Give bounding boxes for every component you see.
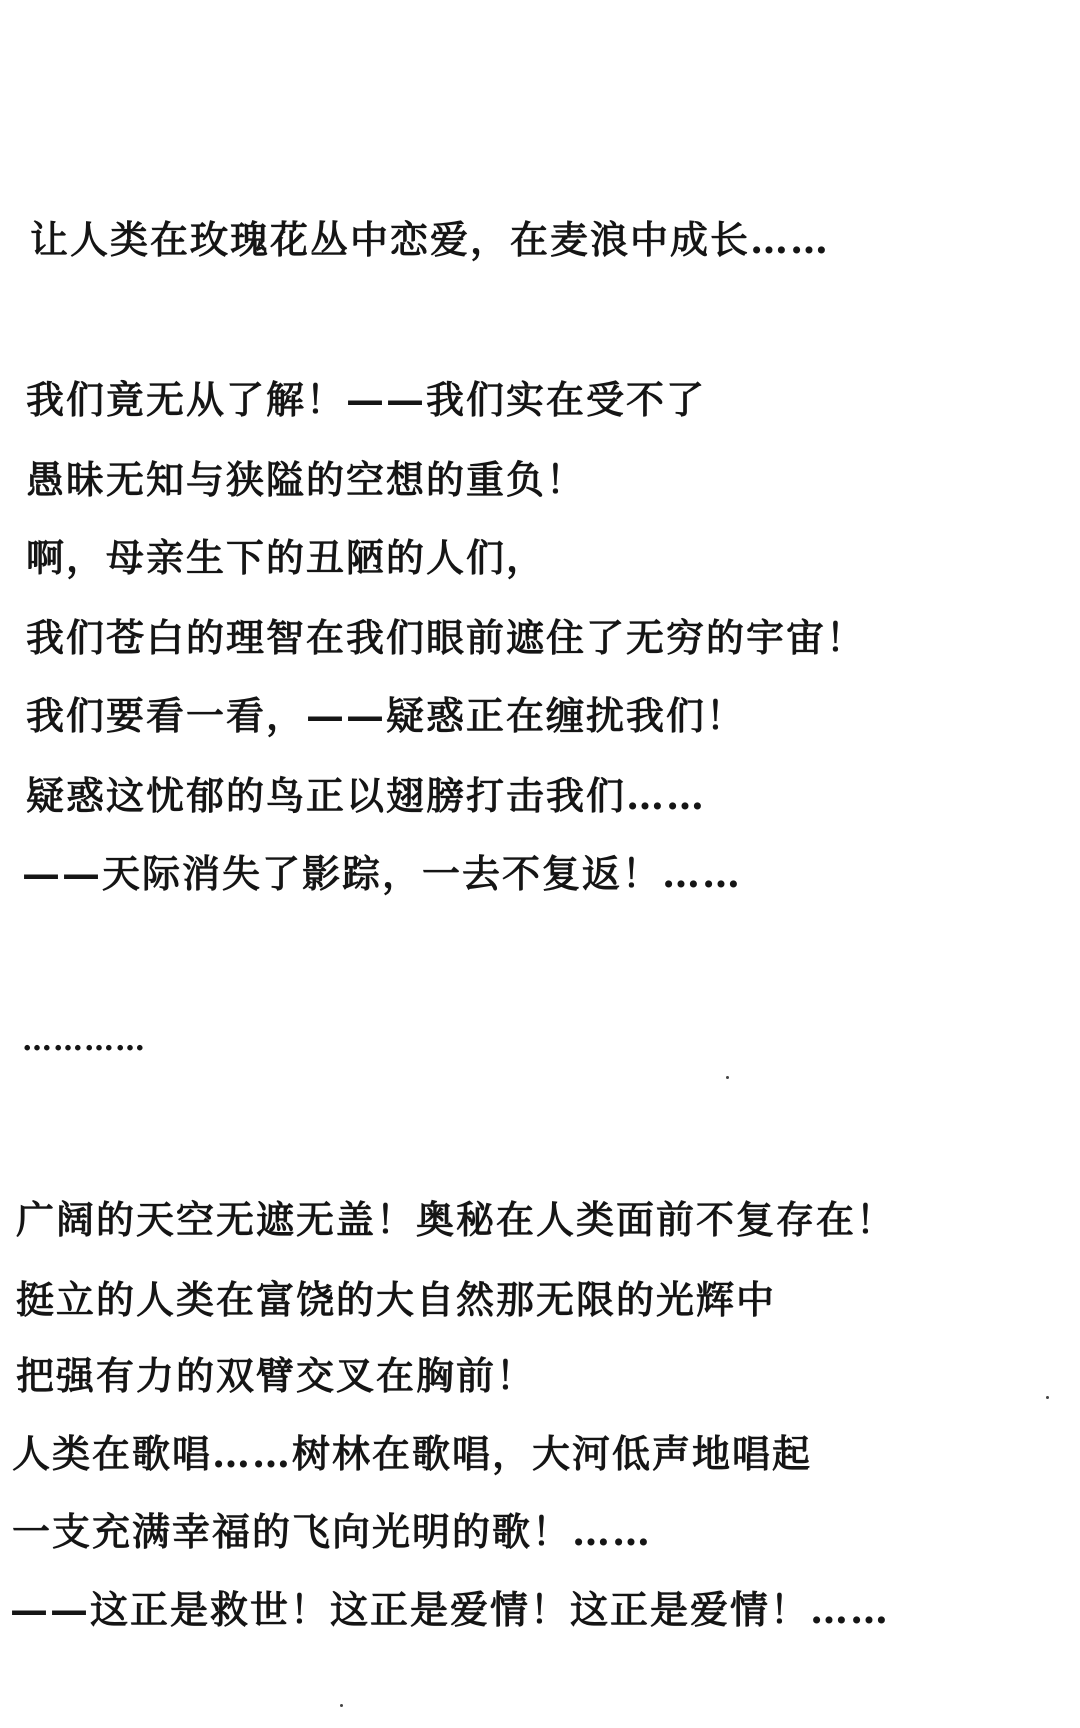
poem-line: 广阔的天空无遮无盖！奥秘在人类面前不复存在！	[16, 1197, 897, 1242]
poem-line: ——这正是救世！这正是爱情！这正是爱情！……	[10, 1587, 891, 1632]
poem-line: 把强有力的双臂交叉在胸前！	[16, 1353, 537, 1398]
poem-line: 我们竟无从了解！——我们实在受不了	[26, 377, 707, 422]
section-separator: …………	[22, 1023, 146, 1058]
poem-line: 挺立的人类在富饶的大自然那无限的光辉中	[16, 1277, 777, 1322]
poem-line: 愚昧无知与狭隘的空想的重负！	[26, 457, 587, 502]
scan-speck	[726, 1076, 729, 1079]
scan-speck	[1046, 1396, 1049, 1399]
poem-line: 我们苍白的理智在我们眼前遮住了无穷的宇宙！	[26, 615, 867, 660]
poem-line: 人类在歌唱……树林在歌唱，大河低声地唱起	[12, 1431, 813, 1476]
poem-line: 一支充满幸福的飞向光明的歌！……	[12, 1509, 653, 1554]
scan-speck	[340, 1704, 343, 1707]
poem-line-rose: 让人类在玫瑰花丛中恋爱，在麦浪中成长……	[30, 217, 831, 262]
poem-line: 啊，母亲生下的丑陋的人们，	[26, 535, 547, 580]
poem-line: 疑惑这忧郁的鸟正以翅膀打击我们……	[26, 773, 707, 818]
poem-line: ——天际消失了影踪，一去不复返！……	[22, 851, 743, 896]
poem-line: 我们要看一看，——疑惑正在缠扰我们！	[26, 693, 747, 738]
